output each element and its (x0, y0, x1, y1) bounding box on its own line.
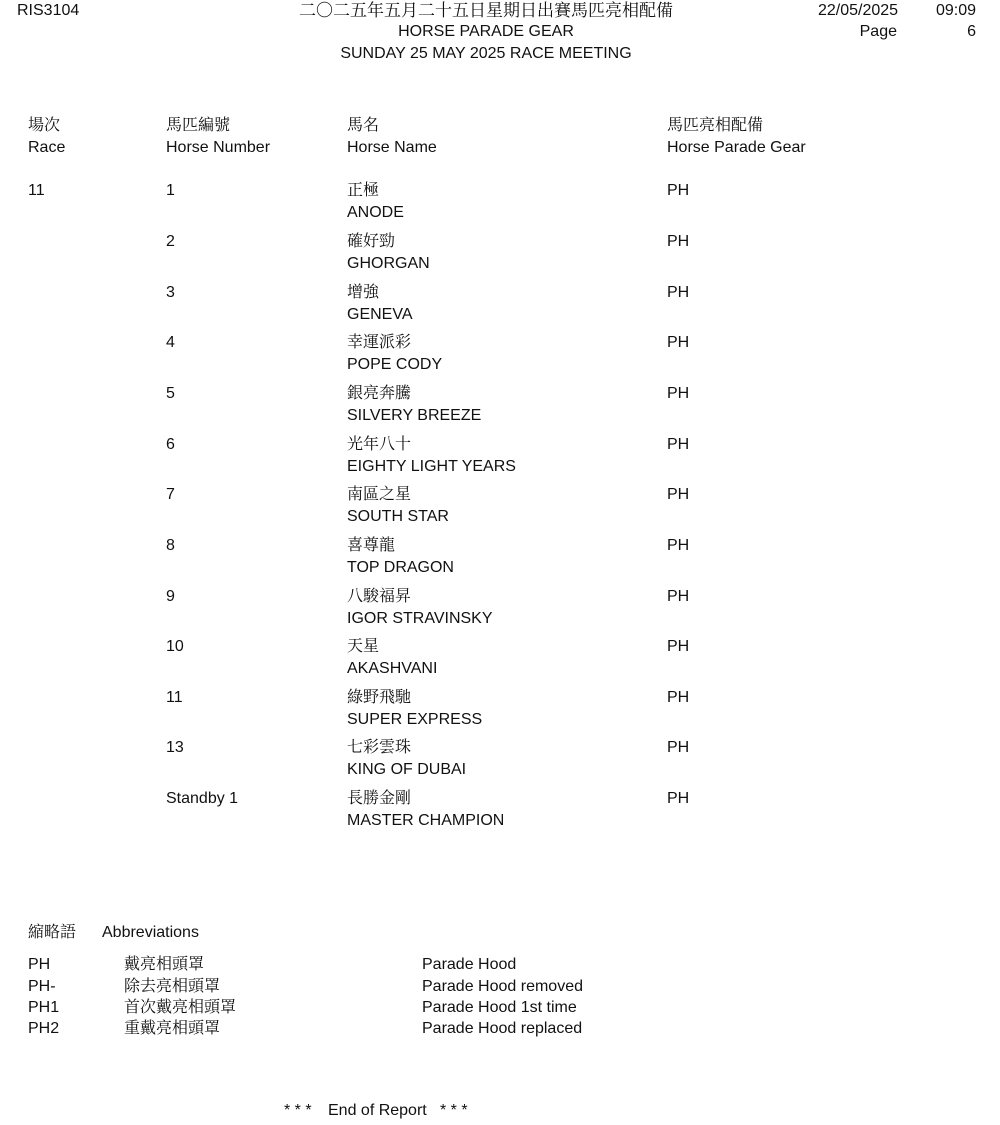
parade-gear: PH (667, 638, 690, 655)
horse-number: 8 (166, 537, 175, 554)
horse-number: 1 (166, 182, 175, 199)
horse-name-en: SILVERY BREEZE (347, 407, 482, 424)
report-title-en: HORSE PARADE GEAR (398, 23, 574, 40)
abbreviation-en: Parade Hood replaced (422, 1020, 583, 1037)
table-row (0, 587, 1000, 637)
parade-gear: PH (667, 537, 690, 554)
horse-name-zh: 正極 (347, 182, 380, 199)
abbreviations-heading-en: Abbreviations (102, 924, 199, 941)
abbreviation-zh: 重戴亮相頭罩 (124, 1020, 221, 1037)
horse-name-en: EIGHTY LIGHT YEARS (347, 458, 516, 475)
horse-name-zh: 南區之星 (347, 486, 412, 503)
horse-name-en: SOUTH STAR (347, 508, 449, 525)
horse-name-en: TOP DRAGON (347, 559, 454, 576)
col-gear-zh: 馬匹亮相配備 (667, 117, 764, 134)
abbreviation-zh: 首次戴亮相頭罩 (124, 999, 237, 1016)
abbreviation-code: PH2 (28, 1020, 60, 1037)
abbreviation-zh: 戴亮相頭罩 (124, 956, 205, 973)
horse-number: 9 (166, 588, 175, 605)
table-row (0, 688, 1000, 738)
table-row (0, 232, 1000, 282)
abbreviation-en: Parade Hood (422, 956, 517, 973)
table-row (0, 181, 1000, 231)
horse-name-zh: 天星 (347, 638, 380, 655)
col-race-zh: 場次 (28, 117, 61, 134)
horse-number: 2 (166, 233, 175, 250)
col-horse-name-zh: 馬名 (347, 117, 380, 134)
footer-stars-left: * * * (284, 1102, 312, 1119)
parade-gear: PH (667, 182, 690, 199)
abbreviation-en: Parade Hood removed (422, 978, 583, 995)
horse-name-en: POPE CODY (347, 356, 443, 373)
page-number: 6 (967, 23, 976, 40)
parade-gear: PH (667, 233, 690, 250)
print-date: 22/05/2025 (818, 2, 899, 19)
abbreviation-code: PH- (28, 978, 56, 995)
col-horse-name-en: Horse Name (347, 139, 437, 156)
parade-gear: PH (667, 334, 690, 351)
col-race-en: Race (28, 139, 66, 156)
horse-name-zh: 長勝金剛 (347, 790, 412, 807)
footer-end-text: End of Report (328, 1102, 427, 1119)
report-title-zh: 二〇二五年五月二十五日星期日出賽馬匹亮相配備 (299, 1, 673, 20)
horse-name-en: GHORGAN (347, 255, 430, 272)
horse-name-zh: 確好勁 (347, 233, 396, 250)
horse-name-zh: 八駿福昇 (347, 588, 412, 605)
table-row (0, 536, 1000, 586)
parade-gear: PH (667, 486, 690, 503)
page-label: Page (859, 23, 897, 40)
horse-name-zh: 七彩雲珠 (347, 739, 412, 756)
horse-number: 7 (166, 486, 175, 503)
horse-name-zh: 喜尊龍 (347, 537, 396, 554)
horse-number: 13 (166, 739, 184, 756)
horse-number: 5 (166, 385, 175, 402)
print-time: 09:09 (935, 2, 976, 19)
horse-number: 10 (166, 638, 184, 655)
col-horse-number-en: Horse Number (166, 139, 271, 156)
horse-name-zh: 增強 (347, 284, 380, 301)
horse-name-en: SUPER EXPRESS (347, 711, 483, 728)
report-id: RIS3104 (17, 2, 80, 19)
horse-name-zh: 幸運派彩 (347, 334, 412, 351)
horse-number: 4 (166, 334, 175, 351)
table-row (0, 738, 1000, 788)
parade-gear: PH (667, 689, 690, 706)
horse-name-en: ANODE (347, 204, 404, 221)
parade-gear: PH (667, 739, 690, 756)
table-row (0, 485, 1000, 535)
parade-gear: PH (667, 284, 690, 301)
horse-name-en: AKASHVANI (347, 660, 438, 677)
parade-gear: PH (667, 385, 690, 402)
horse-name-zh: 綠野飛馳 (347, 689, 412, 706)
horse-name-en: MASTER CHAMPION (347, 812, 505, 829)
horse-name-en: IGOR STRAVINSKY (347, 610, 493, 627)
table-row (0, 384, 1000, 434)
horse-name-zh: 銀亮奔騰 (347, 385, 412, 402)
abbreviation-en: Parade Hood 1st time (422, 999, 577, 1016)
parade-gear: PH (667, 436, 690, 453)
horse-name-en: KING OF DUBAI (347, 761, 467, 778)
horse-number: 6 (166, 436, 175, 453)
footer-stars-right: * * * (440, 1102, 468, 1119)
abbreviations-heading-zh: 縮略語 (28, 924, 77, 941)
table-row (0, 789, 1000, 839)
table-row (0, 283, 1000, 333)
col-gear-en: Horse Parade Gear (667, 139, 806, 156)
horse-number: Standby 1 (166, 790, 239, 807)
table-row (0, 435, 1000, 485)
report-subtitle: SUNDAY 25 MAY 2025 RACE MEETING (340, 45, 632, 62)
parade-gear: PH (667, 588, 690, 605)
horse-number: 3 (166, 284, 175, 301)
horse-name-zh: 光年八十 (347, 436, 412, 453)
table-row (0, 333, 1000, 383)
abbreviation-code: PH1 (28, 999, 60, 1016)
table-row (0, 637, 1000, 687)
abbreviation-code: PH (28, 956, 51, 973)
race-number: 11 (28, 182, 45, 199)
horse-name-en: GENEVA (347, 306, 413, 323)
abbreviation-zh: 除去亮相頭罩 (124, 978, 221, 995)
parade-gear: PH (667, 790, 690, 807)
horse-number: 11 (166, 689, 183, 706)
col-horse-number-zh: 馬匹編號 (166, 117, 231, 134)
